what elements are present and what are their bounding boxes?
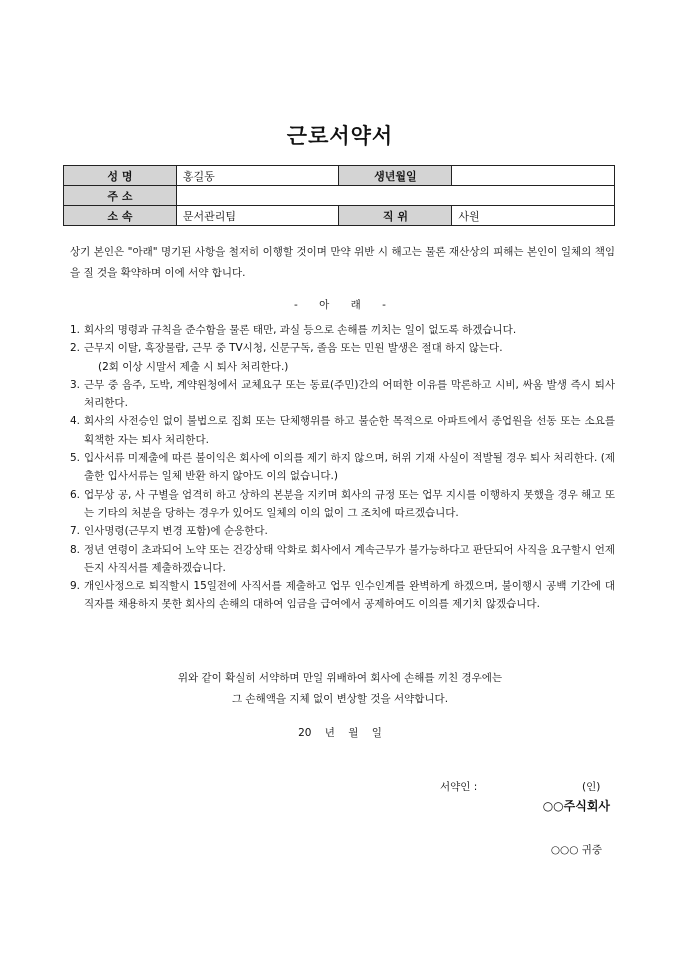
intro-paragraph: 상기 본인은 "아래" 명기된 사항을 철저히 이행할 것이며 만약 위반 시 해고는 물론 재산상의 피해는 본인이 일체의 책임을 질 것을 확약하며 이에 서약 합니다. xyxy=(70,246,615,279)
signer-label: 서약인 : xyxy=(440,781,478,793)
date-line: 20 년 월 일 xyxy=(298,727,382,739)
section-heading: - 아 래 - xyxy=(294,299,386,311)
clause-number: 1. xyxy=(70,324,81,336)
address-label: 주 소 xyxy=(64,186,177,206)
clause-number: 2. xyxy=(70,342,81,355)
clause-list xyxy=(70,321,615,614)
list-item xyxy=(70,522,615,540)
list-item xyxy=(70,376,615,413)
document-title: 근로서약서 xyxy=(286,124,394,148)
company-name: ○○주식회사 xyxy=(542,799,610,813)
clause-number: 5. xyxy=(70,452,81,465)
list-item xyxy=(70,577,615,614)
closing-line: 위와 같이 확실히 서약하며 만일 위배하여 회사에 손해를 끼친 경우에는 xyxy=(177,672,503,684)
clause-text: 입사서류 미제출에 따른 불이익은 회사에 이의를 제기 하지 않으며, 허위 기재 사실이 적발될 경우 퇴사 처리한다. (제출한 입사서류는 일체 반환 하지 않아도 이의 없습니다.) xyxy=(84,452,615,483)
clause-text: 회사의 명령과 규칙을 준수함을 물론 태만, 과실 등으로 손해를 끼치는 일이 없도록 하겠습니다. xyxy=(84,324,517,336)
clause-note: (2회 이상 시말서 제출 시 퇴사 처리한다.) xyxy=(98,360,289,373)
name-value: 홍길동 xyxy=(176,166,339,186)
clause-number: 4. xyxy=(70,415,81,428)
clause-text: 인사명령(근무지 변경 포함)에 순응한다. xyxy=(84,525,268,538)
table-row xyxy=(64,186,615,206)
clause-text: 개인사정으로 퇴직할시 15일전에 사직서를 제출하고 업무 인수인계를 완벽하게 하겠으며, 불이행시 공백 기간에 대직자를 채용하지 못한 회사의 손해의 대하여 임금을 급여에서 공제하여도 이의를 제기치 않겠습니다. xyxy=(84,580,615,611)
clause-text: 정년 연령이 초과되어 노약 또는 건강상태 악화로 회사에서 계속근무가 불가능하다고 판단되어 사직을 요구할시 언제든지 사직서를 제출하겠습니다. xyxy=(84,543,615,574)
clause-text: 근무지 이탈, 흑장물람, 근무 중 TV시청, 신문구독, 졸음 또는 민원 발생은 절대 하지 않는다. xyxy=(84,342,503,355)
dept-value: 문서관리팀 xyxy=(176,206,339,226)
clause-text: 근무 중 음주, 도박, 계약원청에서 교체요구 또는 동료(주민)간의 어떠한 이유를 막론하고 시비, 싸움 발생 즉시 퇴사 처리한다. xyxy=(84,378,615,410)
list-item xyxy=(70,486,615,523)
birth-value xyxy=(452,166,615,186)
list-item xyxy=(70,339,615,376)
table-row xyxy=(64,166,615,186)
closing-statement xyxy=(0,668,680,710)
position-value: 사원 xyxy=(452,206,615,226)
clause-text: 회사의 사전승인 없이 불법으로 집회 또는 단체행위를 하고 불순한 목적으로 아파트에서 종업원을 선동 또는 소요를 획책한 자는 퇴사 처리한다. xyxy=(84,415,615,446)
seal-mark: (인) xyxy=(582,781,601,793)
info-table xyxy=(63,165,615,226)
table-row xyxy=(64,206,615,226)
closing-line: 그 손해액을 지체 없이 변상할 것을 서약합니다. xyxy=(231,693,449,705)
clause-number: 9. xyxy=(70,580,81,593)
list-item xyxy=(70,412,615,449)
list-item xyxy=(70,541,615,578)
clause-text: 업무상 공, 사 구별을 엄격히 하고 상하의 본분을 지키며 회사의 규정 또는 업무 지시를 이행하지 못했을 경우 해고 또는 기타의 처분을 당하는 경우가 있어도 일체의 이의 없이 그 조치에 따르겠습니다. xyxy=(84,488,615,519)
dept-label: 소 속 xyxy=(64,206,177,226)
clause-number: 7. xyxy=(70,525,81,538)
address-value xyxy=(176,186,614,206)
clause-number: 8. xyxy=(70,543,81,556)
clause-number: 3. xyxy=(70,378,81,391)
recipient: ○○○ 귀중 xyxy=(550,844,602,856)
birth-label: 생년월일 xyxy=(339,166,452,186)
list-item xyxy=(70,449,615,486)
name-label: 성 명 xyxy=(64,166,177,186)
clause-number: 6. xyxy=(70,488,81,501)
position-label: 직 위 xyxy=(339,206,452,226)
list-item xyxy=(70,321,615,339)
